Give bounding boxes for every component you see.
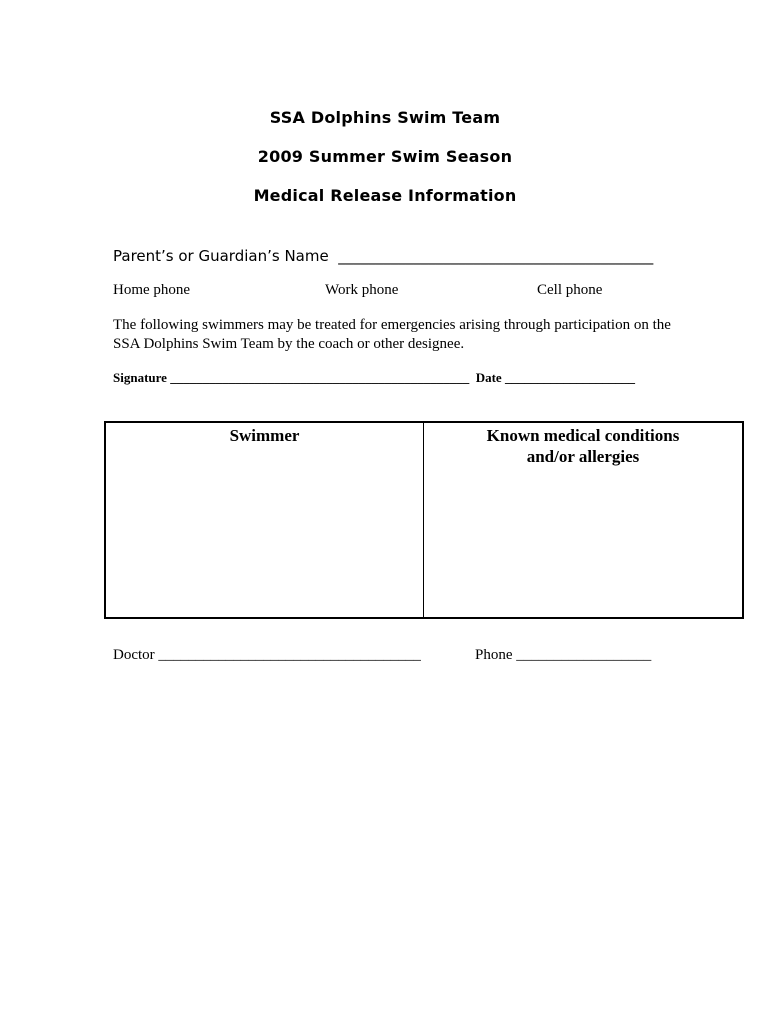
swimmer-column-header: Swimmer bbox=[229, 426, 300, 445]
swimmer-table bbox=[104, 421, 744, 619]
doctor-field[interactable]: ___________________________________ bbox=[158, 647, 421, 663]
signature-field[interactable]: ______________________________________________ bbox=[170, 370, 470, 385]
guardian-name-label: Parent’s or Guardian’s Name bbox=[113, 247, 329, 265]
doctor-label: Doctor bbox=[113, 647, 155, 663]
doctor-phone-label: Phone bbox=[475, 647, 513, 663]
cell-phone-label: Cell phone bbox=[537, 282, 603, 298]
signature-row bbox=[113, 370, 635, 386]
swimmer-column[interactable] bbox=[106, 423, 424, 617]
work-phone-label: Work phone bbox=[325, 282, 399, 298]
medical-conditions-header-line2: and/or allergies bbox=[526, 447, 640, 466]
home-phone-label: Home phone bbox=[113, 282, 191, 298]
date-label: Date bbox=[475, 370, 502, 385]
doctor-phone-field[interactable]: __________________ bbox=[516, 647, 652, 663]
signature-label: Signature bbox=[113, 370, 167, 385]
medical-conditions-header-line1: Known medical conditions bbox=[486, 426, 680, 445]
season-title: 2009 Summer Swim Season bbox=[257, 147, 513, 166]
form-title: Medical Release Information bbox=[253, 186, 517, 205]
guardian-name-row bbox=[113, 247, 653, 265]
medical-conditions-column[interactable] bbox=[424, 423, 742, 617]
treatment-statement: The following swimmers may be treated for emergencies arising through participation on the SSA Dolphins Swim Team by the coach or other designee. bbox=[113, 317, 671, 352]
date-field[interactable]: ____________________ bbox=[504, 370, 635, 385]
team-title: SSA Dolphins Swim Team bbox=[269, 108, 501, 127]
doctor-row bbox=[113, 647, 421, 664]
guardian-name-field[interactable]: __________________________________________ bbox=[338, 247, 654, 265]
doctor-phone-row bbox=[475, 647, 651, 664]
